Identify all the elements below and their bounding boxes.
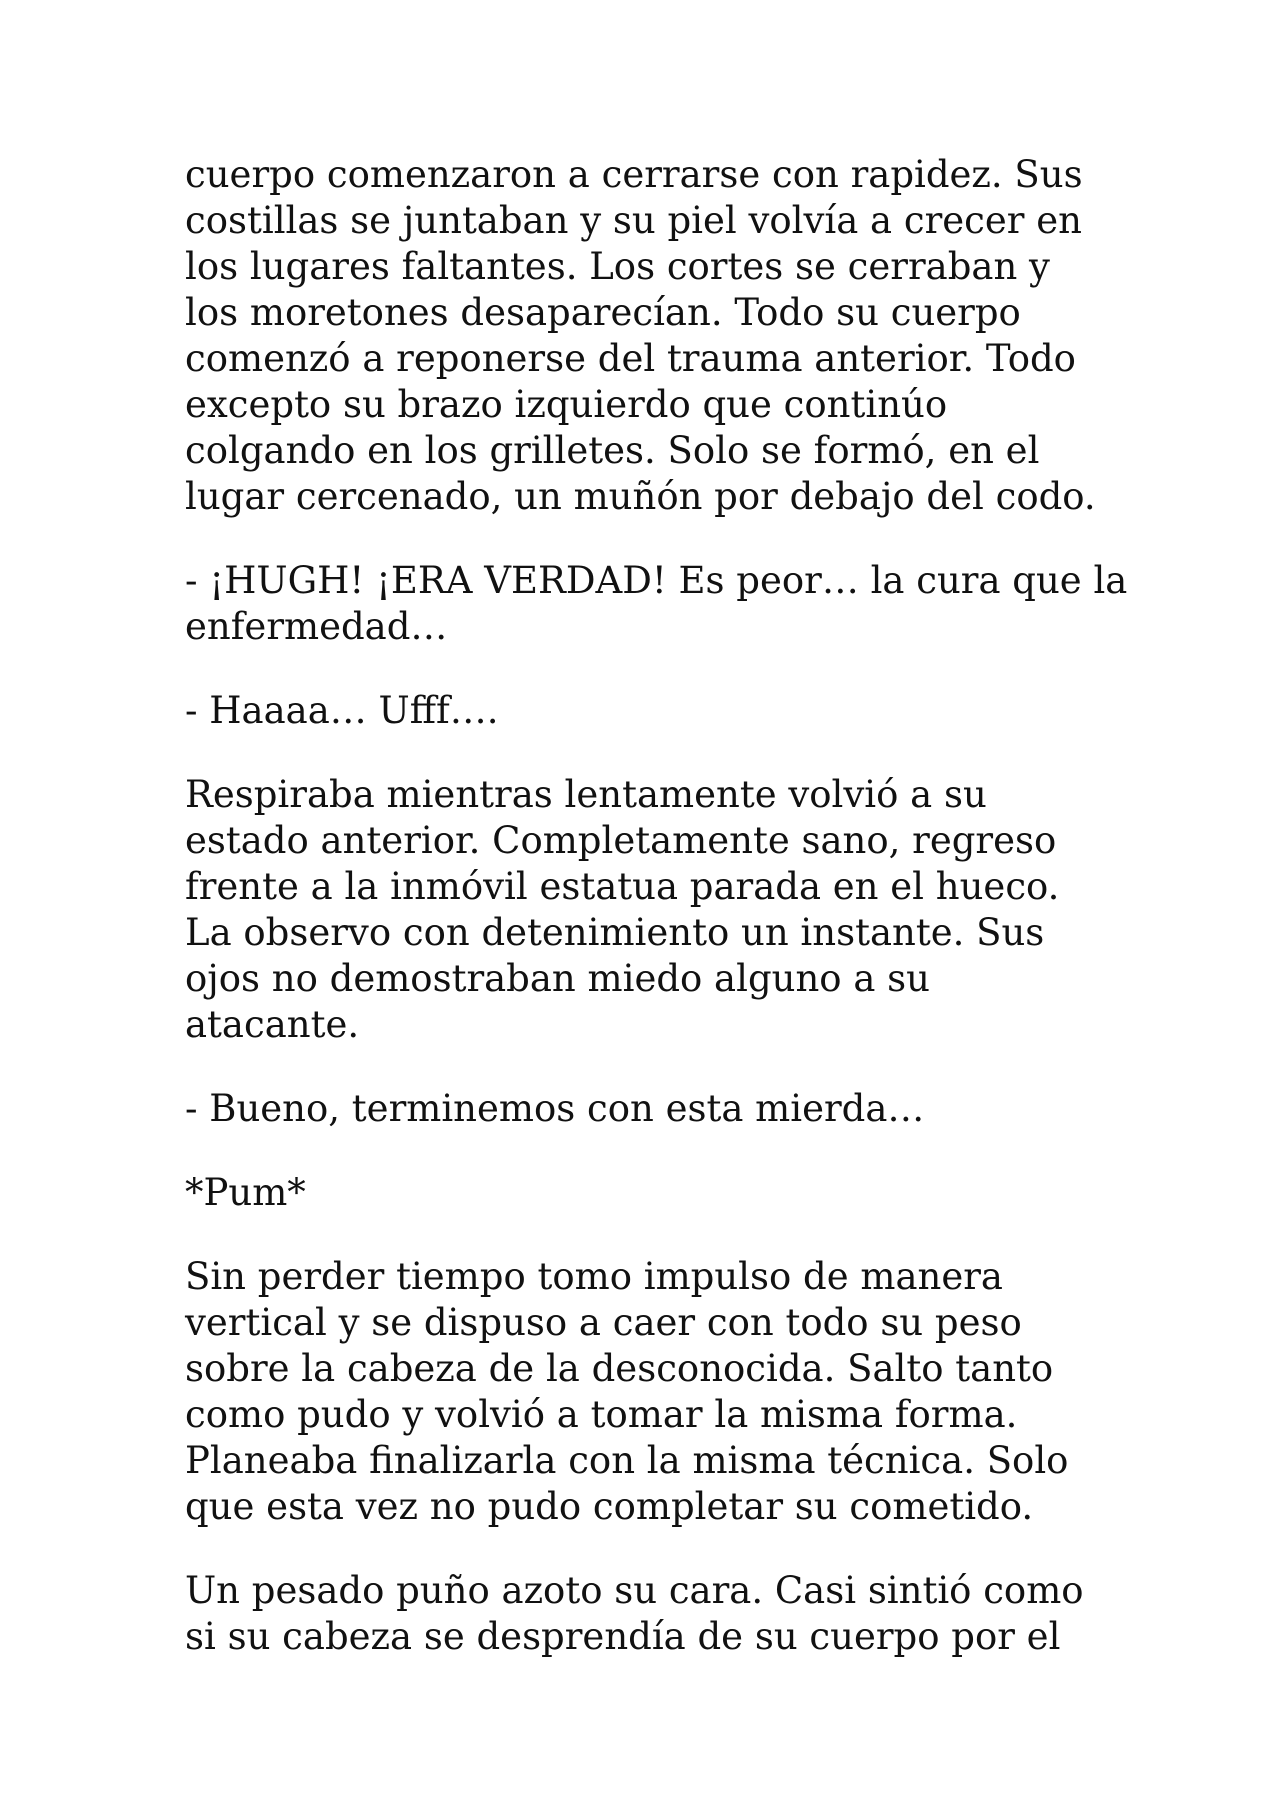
dialogue-line-1 (185, 558, 1128, 650)
text-line: los lugares faltantes. Los cortes se cerraban y (185, 245, 1050, 288)
text-line: que esta vez no pudo completar su cometido. (185, 1485, 1034, 1528)
text-line: - Haaaa… Ufff…. (185, 689, 499, 732)
text-line: - Bueno, terminemos con esta mierda… (185, 1087, 925, 1130)
text-line: vertical y se dispuso a caer con todo su peso (185, 1301, 1022, 1344)
text-line: frente a la inmóvil estatua parada en el hueco. (185, 865, 1060, 908)
text-line: atacante. (185, 1003, 360, 1046)
paragraph-body-3 (185, 1254, 1120, 1530)
text-line: los moretones desaparecían. Todo su cuerpo (185, 291, 1021, 334)
dialogue-line-2 (185, 688, 1120, 734)
text-line: - ¡HUGH! ¡ERA VERDAD! Es peor… la cura que la (185, 559, 1128, 602)
text-line: ojos no demostraban miedo alguno a su (185, 957, 930, 1000)
paragraph-body-4 (185, 1568, 1120, 1660)
sound-effect (185, 1170, 1120, 1216)
text-line: Planeaba finalizarla con la misma técnica. Solo (185, 1439, 1069, 1482)
text-line: enfermedad… (185, 605, 448, 648)
text-line: lugar cercenado, un muñón por debajo del codo. (185, 475, 1096, 518)
text-line: costillas se juntaban y su piel volvía a crecer en (185, 199, 1082, 242)
dialogue-line-3 (185, 1086, 1120, 1132)
text-line: comenzó a reponerse del trauma anterior. Todo (185, 337, 1076, 380)
text-line: Respiraba mientras lentamente volvió a su (185, 773, 987, 816)
text-line: estado anterior. Completamente sano, regreso (185, 819, 1057, 862)
paragraph-body-2 (185, 772, 1120, 1048)
text-line: colgando en los grilletes. Solo se formó, en el (185, 429, 1040, 472)
text-line: como pudo y volvió a tomar la misma forma. (185, 1393, 1018, 1436)
text-line: Un pesado puño azoto su cara. Casi sintió como (185, 1569, 1084, 1612)
text-line: Sin perder tiempo tomo impulso de manera (185, 1255, 1003, 1298)
text-line: si su cabeza se desprendía de su cuerpo por el (185, 1615, 1061, 1658)
story-text (185, 152, 1128, 1660)
text-line: La observo con detenimiento un instante. Sus (185, 911, 1045, 954)
text-line: sobre la cabeza de la desconocida. Salto tanto (185, 1347, 1054, 1390)
text-line: cuerpo comenzaron a cerrarse con rapidez. Sus (185, 153, 1083, 196)
paragraph-body-1 (185, 152, 1120, 520)
text-line: excepto su brazo izquierdo que continúo (185, 383, 948, 426)
text-line: *Pum* (185, 1171, 306, 1214)
